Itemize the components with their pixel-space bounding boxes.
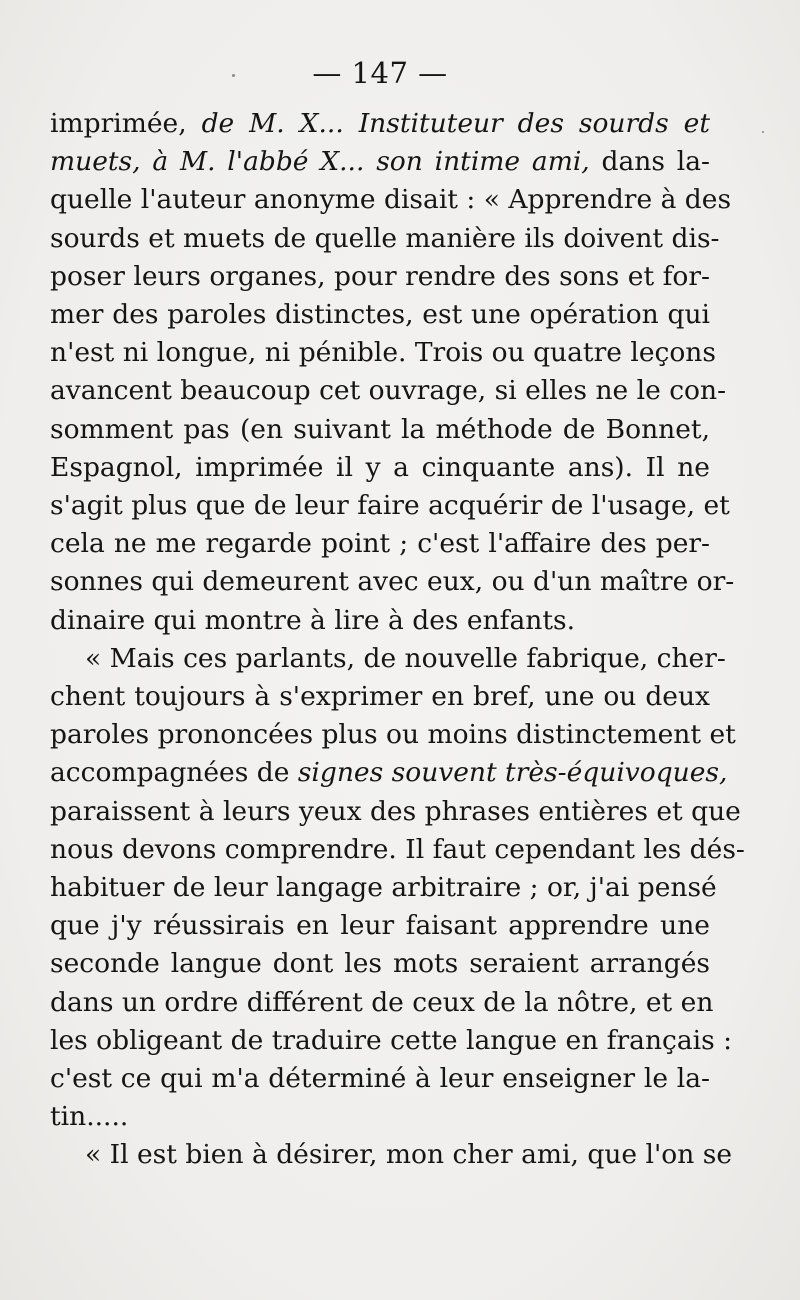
text-segment: n'est ni longue, ni pénible. Trois ou quatre leçons <box>50 337 716 369</box>
text-line <box>50 562 735 602</box>
text-line <box>50 295 710 335</box>
text-segment: paraissent à leurs yeux des phrases entières et que <box>50 795 741 827</box>
text-line <box>50 448 710 488</box>
text-line <box>50 1021 733 1061</box>
text-segment: dans un ordre différent de ceux de la nôtre, et en <box>50 986 714 1018</box>
text-line <box>50 868 717 908</box>
italic-text: signes souvent très-équivoques, <box>297 757 728 789</box>
text-segment: sourds et muets de quelle manière ils doivent dis- <box>50 222 720 254</box>
text-segment: seconde langue dont les mots seraient arrangés <box>50 948 710 980</box>
text-line <box>50 1059 710 1099</box>
italic-text: muets, à M. l'abbé X... son intime ami, <box>50 146 590 178</box>
text-segment: nous devons comprendre. Il faut cependant les dés- <box>50 833 745 865</box>
paper-speck <box>232 74 235 77</box>
paper-speck <box>762 131 764 133</box>
text-line <box>50 486 730 526</box>
text-segment: habituer de leur langage arbitraire ; or, j'ai pensé <box>50 872 717 903</box>
text-segment: somment pas (en suivant la méthode de Bonnet, <box>50 413 710 445</box>
text-segment: paroles prononcées plus ou moins distinctement et <box>50 719 736 751</box>
text-line <box>50 142 710 182</box>
text-line <box>50 944 710 984</box>
text-segment: s'agit plus que de leur faire acquérir de l'usage, et <box>50 490 730 521</box>
text-line <box>50 371 727 411</box>
text-segment: les obligeant de traduire cette langue en français : <box>50 1024 733 1056</box>
text-line <box>50 1097 710 1137</box>
text-segment: mer des paroles distinctes, est une opération qui <box>50 299 710 330</box>
text-line <box>50 715 736 755</box>
page-number: — 147 — <box>312 56 448 90</box>
text-line <box>50 830 745 870</box>
text-segment: « Mais ces parlants, de nouvelle fabrique, cher- <box>85 642 726 674</box>
text-segment: imprimée, <box>50 108 202 139</box>
text-line <box>50 219 720 259</box>
text-segment: Espagnol, imprimée il y a cinquante ans). Il ne <box>50 451 710 483</box>
text-line <box>50 983 714 1023</box>
text-segment: accompagnées de <box>50 757 298 789</box>
text-line <box>50 333 716 373</box>
text-line <box>50 753 728 793</box>
text-line <box>50 104 710 144</box>
text-line <box>50 524 710 564</box>
text-segment: « Il est bien à désirer, mon cher ami, que l'on se <box>85 1139 732 1171</box>
text-segment: cela ne me regarde point ; c'est l'affaire des per- <box>50 528 710 560</box>
text-line <box>50 601 710 641</box>
text-line <box>50 180 732 220</box>
text-segment: quelle l'auteur anonyme disait : « Apprendre à des <box>50 184 732 216</box>
text-segment: avancent beaucoup cet ouvrage, si elles ne le con- <box>50 375 727 407</box>
text-line <box>50 410 710 450</box>
text-segment: dans la- <box>589 146 710 178</box>
text-line <box>85 639 726 679</box>
text-line <box>50 906 710 946</box>
text-segment: dinaire qui montre à lire à des enfants. <box>50 604 575 636</box>
italic-text: de M. X... Instituteur des sourds et <box>201 108 710 139</box>
text-segment: chent toujours à s'exprimer en bref, une ou deux <box>50 681 710 712</box>
text-line <box>50 257 710 297</box>
text-segment: sonnes qui demeurent avec eux, ou d'un maître or- <box>50 566 735 598</box>
text-line <box>50 677 710 717</box>
text-segment: que j'y réussirais en leur faisant apprendre une <box>50 910 710 942</box>
text-segment: c'est ce qui m'a déterminé à leur enseigner le la- <box>50 1063 710 1094</box>
text-line <box>85 1135 732 1175</box>
text-line <box>50 792 741 832</box>
text-segment: tin..... <box>50 1101 129 1133</box>
text-segment: poser leurs organes, pour rendre des sons et for- <box>50 260 710 292</box>
